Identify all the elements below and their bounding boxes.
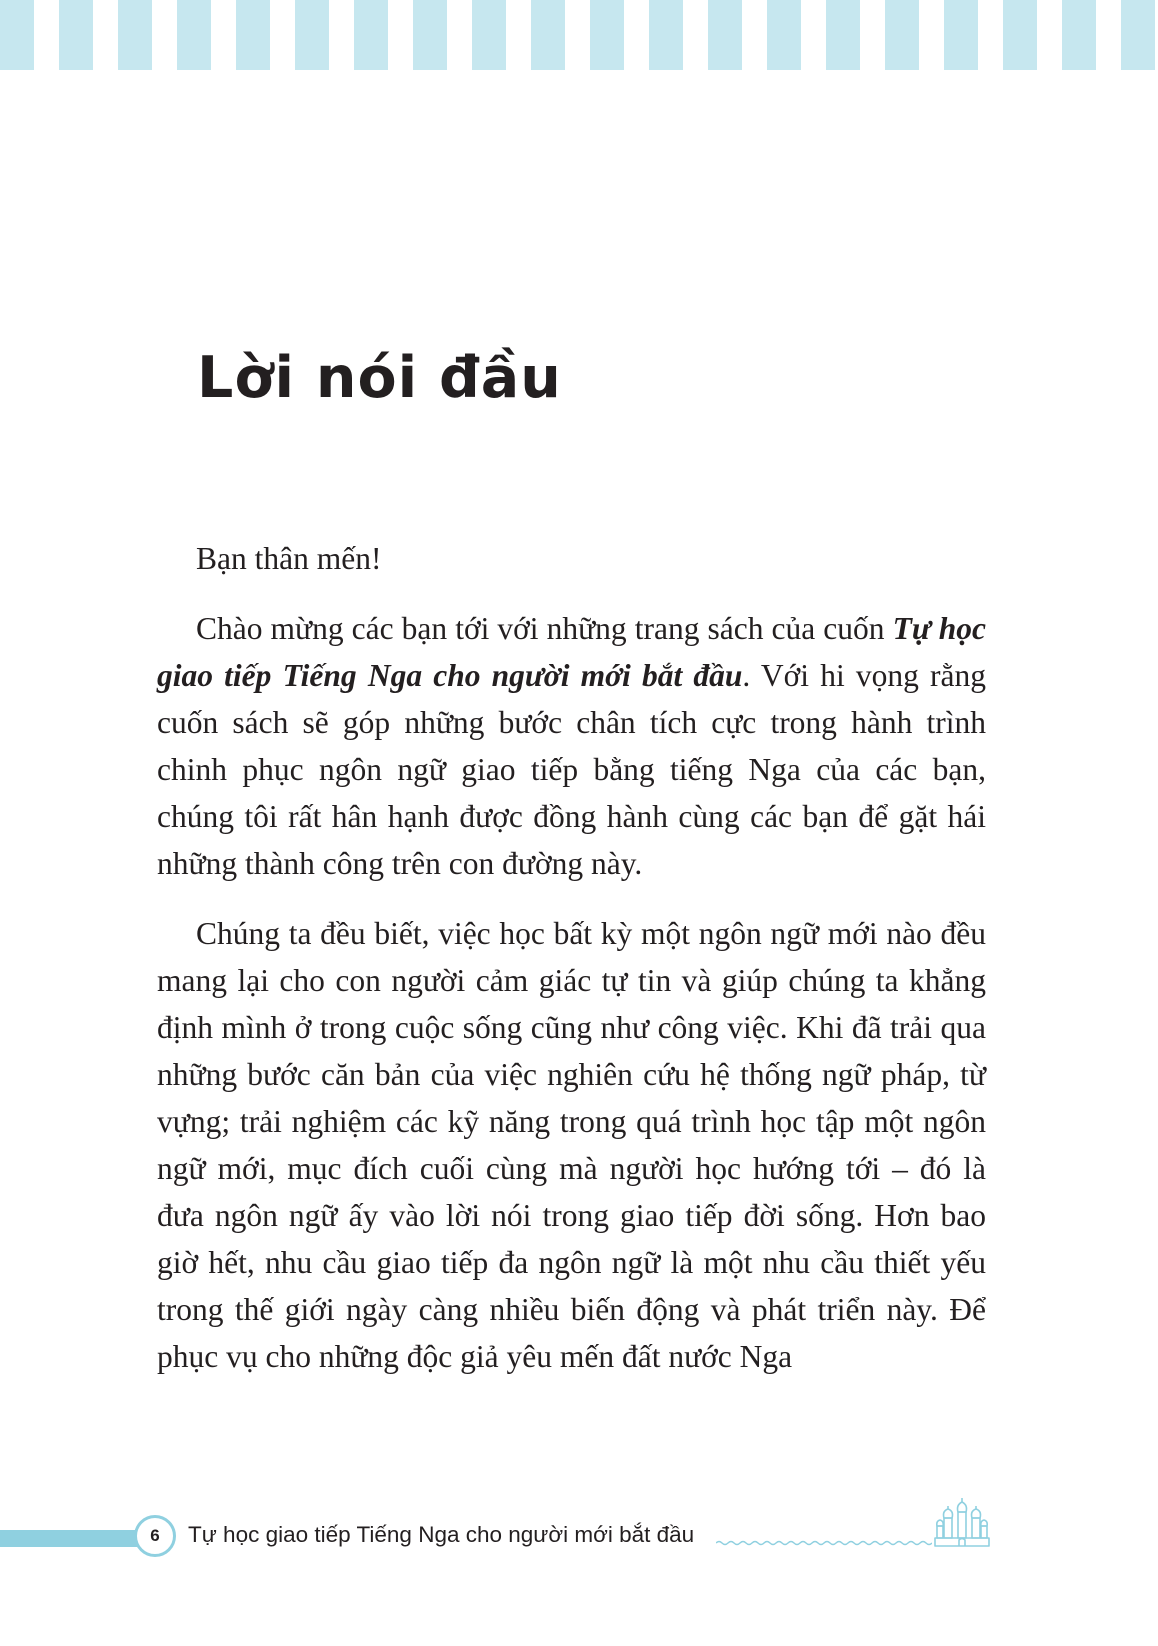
footer-accent-bar — [0, 1530, 150, 1547]
footer-wave-line — [716, 1539, 932, 1547]
page-title: Lời nói đầu — [197, 345, 562, 411]
paragraph-1-rest: . Với hi vọng rằng cuốn sách sẽ góp những bước chân tích cực trong hành trình chinh phục ngôn ngữ giao tiếp bằng tiếng Nga của các bạn, chúng tôi rất hân hạnh được đồng hành cùng các bạn để gặt hái những thành công trên con đường này. — [157, 658, 986, 881]
greeting: Bạn thân mến! — [196, 541, 382, 576]
body-text — [157, 535, 986, 1403]
top-stripe-border — [0, 0, 1158, 70]
page-number-badge: 6 — [134, 1515, 176, 1557]
kremlin-icon — [934, 1494, 990, 1550]
book-title-italic: Tự học giao tiếp Tiếng Nga cho người mới bắt đầu — [157, 611, 986, 693]
paragraph-1 — [157, 605, 986, 887]
paragraph-1-intro: Chào mừng các bạn tới với những trang sách của cuốn — [196, 611, 893, 646]
footer-book-title: Tự học giao tiếp Tiếng Nga cho người mới bắt đầu — [188, 1522, 695, 1547]
paragraph-2: Chúng ta đều biết, việc học bất kỳ một ngôn ngữ mới nào đều mang lại cho con người cảm giác tự tin và giúp chúng ta khẳng định mình ở trong cuộc sống cũng như công việc. Khi đã trải qua những bước căn bản của việc nghiên cứu hệ thống ngữ pháp, từ vựng; trải nghiệm các kỹ năng trong quá trình học tập một ngôn ngữ mới, mục đích cuối cùng mà người học hướng tới – đó là đưa ngôn ngữ ấy vào lời nói trong giao tiếp đời sống. Hơn bao giờ hết, nhu cầu giao tiếp đa ngôn ngữ là một nhu cầu thiết yếu trong thế giới ngày càng nhiều biến động và phát triển này. Để phục vụ cho những độc giả yêu mến đất nước Nga — [157, 916, 986, 1374]
